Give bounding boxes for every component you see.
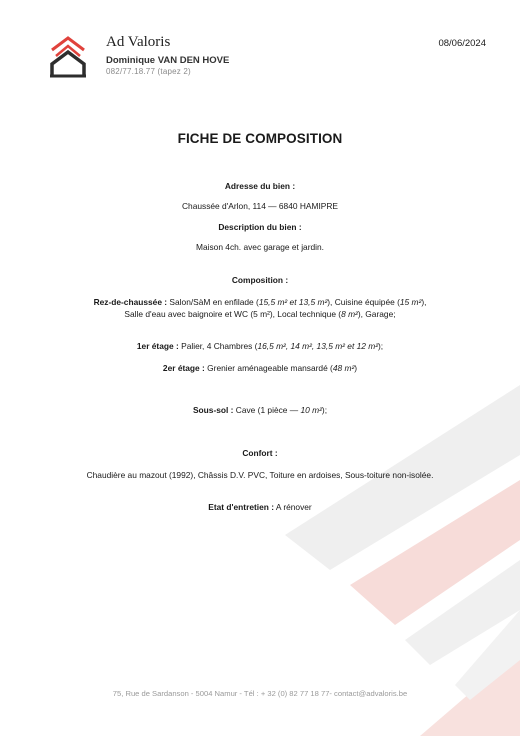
rez-de-chaussee-line1 bbox=[40, 296, 480, 308]
rez-area-1: 15,5 m² et 13,5 m² bbox=[258, 297, 328, 307]
confort-heading: Confort : bbox=[242, 448, 278, 458]
letterhead bbox=[46, 30, 486, 80]
etage1-areas: 16,5 m², 14 m², 13,5 m² et 12 m² bbox=[257, 341, 378, 351]
etage1-label: 1er étage : bbox=[136, 341, 179, 351]
entretien-line bbox=[40, 501, 480, 513]
rez-text-1: Salon/SàM en enfilade ( bbox=[167, 297, 259, 307]
sous-sol-label: Sous-sol : bbox=[192, 405, 234, 415]
footer-contact: 75, Rue de Sardanson - 5004 Namur - Tél : + 32 (0) 82 77 18 77- contact@advaloris.be bbox=[112, 689, 408, 698]
rez-text-5: ), Garage; bbox=[357, 309, 396, 319]
rez-text-3: ), bbox=[421, 297, 427, 307]
description-heading: Description du bien : bbox=[218, 222, 302, 232]
sous-sol-text-1: Cave (1 pièce — bbox=[233, 405, 301, 415]
etage1-text-2: ); bbox=[378, 341, 384, 351]
agent-phone: 082/77.18.77 (tapez 2) bbox=[106, 67, 191, 76]
etage2-area: 48 m² bbox=[332, 363, 355, 373]
etage1-line bbox=[40, 340, 480, 352]
etage2-text-2: ) bbox=[354, 363, 358, 373]
document-date: 08/06/2024 bbox=[438, 38, 486, 49]
confort-value: Chaudière au mazout (1992), Châssis D.V. PVC, Toiture en ardoises, Sous-toiture non-isolée. bbox=[86, 470, 434, 480]
rez-area-3: 8 m² bbox=[341, 309, 358, 319]
address-heading: Adresse du bien : bbox=[224, 181, 296, 191]
rez-label: Rez-de-chaussée : bbox=[93, 297, 168, 307]
description-value: Maison 4ch. avec garage et jardin. bbox=[195, 242, 325, 252]
sous-sol-area: 10 m² bbox=[300, 405, 322, 415]
etage1-text-1: Palier, 4 Chambres ( bbox=[178, 341, 258, 351]
rez-area-2: 15 m² bbox=[399, 297, 422, 307]
etage2-line bbox=[40, 362, 480, 374]
etage2-label: 2er étage : bbox=[162, 363, 205, 373]
brand-name: Ad Valoris bbox=[106, 34, 171, 50]
house-logo-icon bbox=[46, 34, 90, 78]
composition-heading: Composition : bbox=[231, 275, 289, 285]
etage2-text-1: Grenier aménageable mansardé ( bbox=[204, 363, 333, 373]
rez-text-4: Salle d'eau avec baignoire et WC (5 m²), Local technique ( bbox=[124, 309, 342, 319]
sous-sol-text-2: ); bbox=[321, 405, 328, 415]
sous-sol-line bbox=[40, 404, 480, 416]
entretien-value: A rénover bbox=[274, 502, 312, 512]
agent-name: Dominique VAN DEN HOVE bbox=[106, 55, 230, 66]
page-title: FICHE DE COMPOSITION bbox=[177, 131, 343, 146]
address-value: Chaussée d'Arlon, 114 — 6840 HAMIPRE bbox=[182, 201, 338, 211]
entretien-label: Etat d'entretien : bbox=[208, 502, 275, 512]
rez-text-2: ), Cuisine équipée ( bbox=[327, 297, 400, 307]
rez-de-chaussee-line2 bbox=[40, 308, 480, 320]
